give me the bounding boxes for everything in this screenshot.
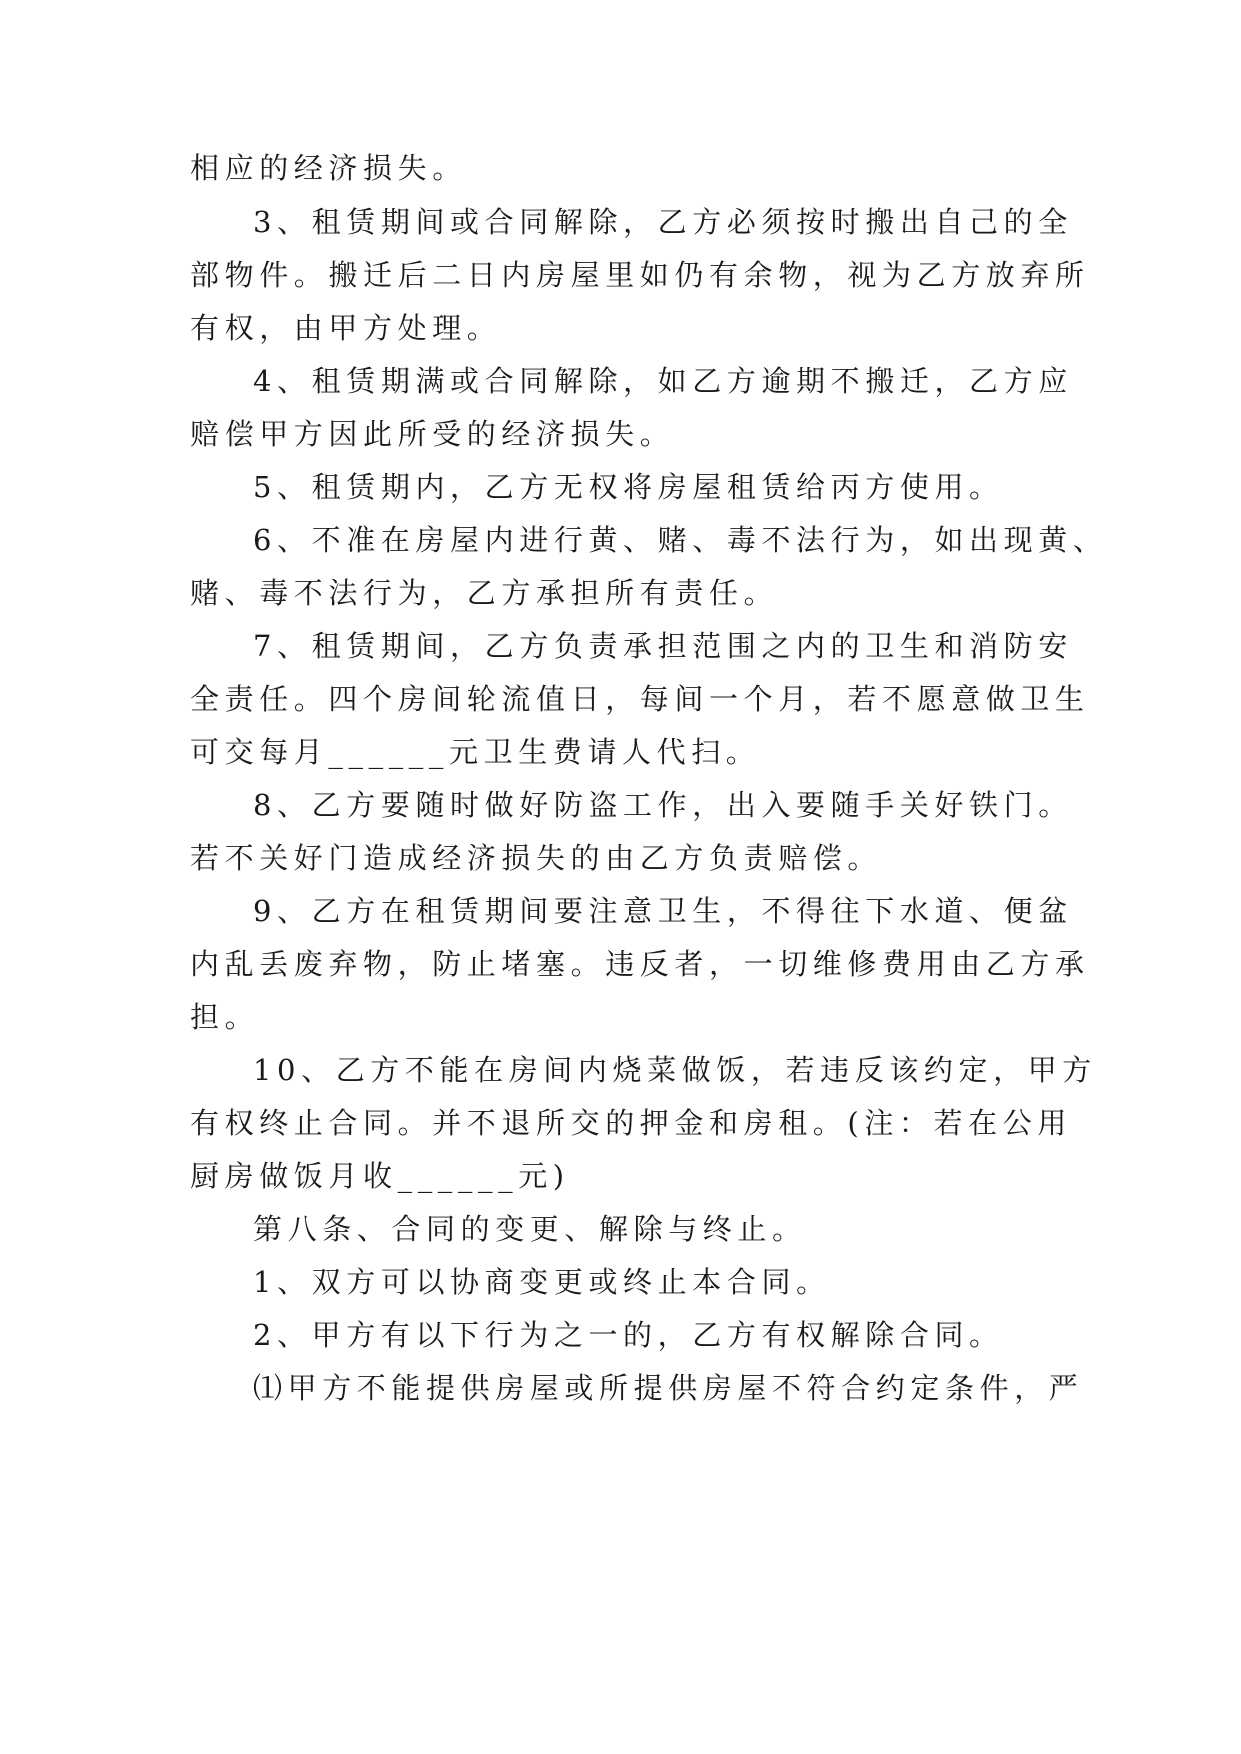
text-line: 若不关好门造成经济损失的由乙方负责赔偿。	[190, 841, 883, 875]
text-line: 担。	[190, 1000, 260, 1034]
clause-3-line: 3、租赁期间或合同解除，乙方必须按时搬出自己的全	[253, 205, 1073, 239]
text-line: 相应的经济损失。	[190, 151, 467, 185]
article-8-heading: 第八条、合同的变更、解除与终止。	[253, 1212, 807, 1246]
clause-10-line: 10、乙方不能在房间内烧菜做饭，若违反该约定，甲方	[253, 1053, 1097, 1087]
clause-5-line: 5、租赁期内，乙方无权将房屋租赁给丙方使用。	[253, 470, 1004, 504]
text-line: 赌、毒不法行为，乙方承担所有责任。	[190, 576, 779, 610]
text-line: 有权，由甲方处理。	[190, 311, 502, 345]
text-line: 有权终止合同。并不退所交的押金和房租。(注：若在公用	[190, 1106, 1072, 1140]
article-8-item-1: 1、双方可以协商变更或终止本合同。	[253, 1265, 831, 1299]
text-line: 内乱丢废弃物，防止堵塞。违反者，一切维修费用由乙方承	[190, 947, 1090, 981]
text-line: 部物件。搬迁后二日内房屋里如仍有余物，视为乙方放弃所	[190, 258, 1090, 292]
text-line: 赔偿甲方因此所受的经济损失。	[190, 417, 675, 451]
text-line: 厨房做饭月收______元)	[190, 1159, 570, 1193]
clause-9-line: 9、乙方在租赁期间要注意卫生，不得往下水道、便盆	[253, 894, 1073, 928]
article-8-subitem-1: ⑴甲方不能提供房屋或所提供房屋不符合约定条件，严	[253, 1371, 1084, 1405]
clause-6-line: 6、不准在房屋内进行黄、赌、毒不法行为，如出现黄、	[253, 523, 1108, 557]
text-line: 全责任。四个房间轮流值日，每间一个月，若不愿意做卫生	[190, 682, 1090, 716]
text-line: 可交每月______元卫生费请人代扫。	[190, 735, 761, 769]
clause-8-line: 8、乙方要随时做好防盗工作，出入要随手关好铁门。	[253, 788, 1073, 822]
article-8-item-2: 2、甲方有以下行为之一的，乙方有权解除合同。	[253, 1318, 1004, 1352]
clause-4-line: 4、租赁期满或合同解除，如乙方逾期不搬迁，乙方应	[253, 364, 1073, 398]
clause-7-line: 7、租赁期间，乙方负责承担范围之内的卫生和消防安	[253, 629, 1073, 663]
